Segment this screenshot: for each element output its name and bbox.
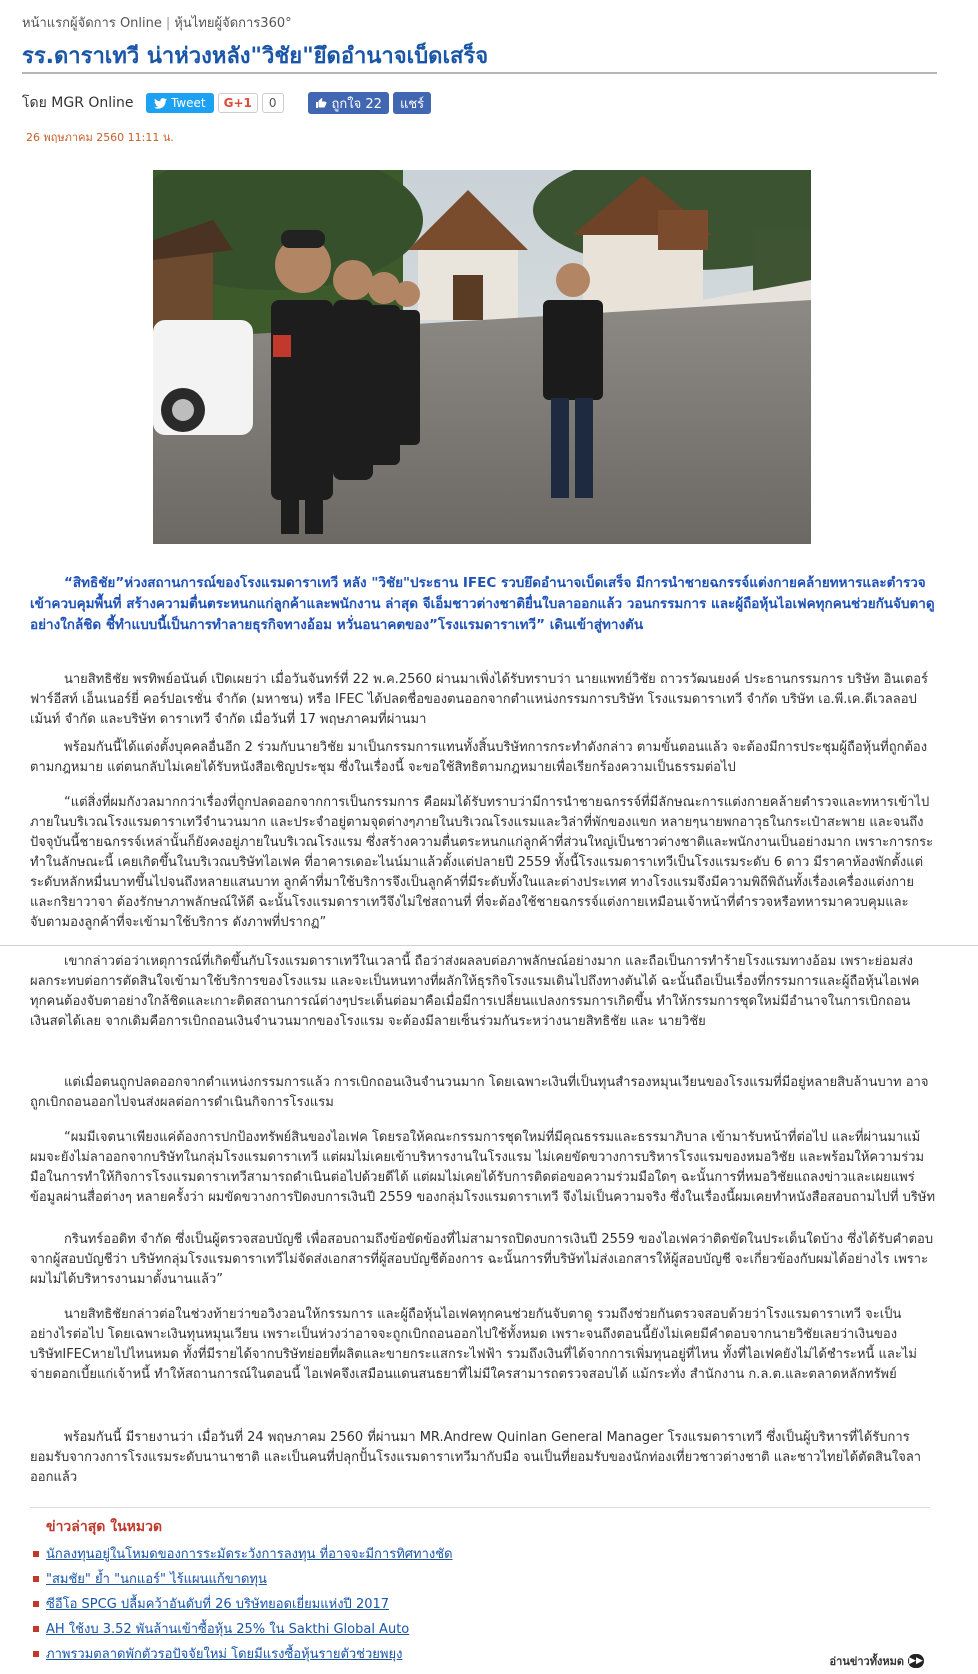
facebook-share-button[interactable]: แชร์ [393, 92, 431, 114]
tweet-label: Tweet [171, 96, 206, 110]
tweet-button[interactable] [146, 93, 214, 113]
article-title: รร.ดาราเทวี น่าห่วงหลัง"วิชัย"ยึดอำนาจเบ็ดเสร็จ [22, 44, 489, 69]
breadcrumb-separator: | [165, 16, 171, 31]
latest-news-link[interactable]: นักลงทุนอยู่ในโหมดของการระมัดระวังการลงทุน ที่อาจจะมีการทิศทางชัด [46, 1547, 453, 1562]
photo-illustration [153, 170, 811, 544]
article-paragraph: “ผมมีเจตนาเพียงแค่ต้องการปกป้องทรัพย์สินของไอเฟค โดยรอให้คณะกรรมการชุดใหม่ที่มีคุณธรรมและธรรมาภิบาล เข้ามารับหน้าที่ต่อไป และที่ผ่านมาแม้ผมจะยังไม่ลาออกจากบริษัทในกลุ่มโรงแรมดาราเทวี แต่ผมไม่เคยเข้าบริหารงานในโรงแรม ไม่เคยขัดขวางการบริหารโรงแรมของหมอวิชัย และพร้อมให้ความร่วมมือในการทำให้กิจการโรงแรมดาราเทวีสามารถดำเนินต่อไปด้วยดีได้ แต่ผมไม่เคยได้รับการติดต่อขอความร่วมมือใดๆ ฉะนั้นการที่หมอวิชัยแถลงข่าวและเผยแพร่ข้อมูลผ่านสื่อต่างๆ หลายครั้งว่า ผมขัดขวางการปิดงบการเงินปี 2559 ของกลุ่มโรงแรมดาราเทวี จึงไม่เป็นความจริง ซึ่งในเรื่องนี้ผมเคยทำหนังสือสอบถามไปที่ บริษัท [30, 1130, 936, 1205]
latest-news-link[interactable]: "สมชัย" ย้ำ "นกแอร์" ไร้แผนแก้ขาดทุน [46, 1572, 267, 1587]
article-paragraph: “แต่สิ่งที่ผมกังวลมากกว่าเรื่องที่ถูกปลดออกจากการเป็นกรรมการ คือผมได้รับทราบว่ามีการนำชายฉกรรจ์ที่มีลักษณะการแต่งกายคล้ายตำรวจและทหารเข้าไปภายในบริเวณโรงแรมดาราเทวีจำนวนมาก และประจำอยู่ตามจุดต่างๆภายในบริเวณโรงแรมและวิล่าที่พักของแขก หลายๆนายพกอาวุธในกระเป๋าสะพาย และจนถึงปัจจุบันนี้ชายฉกรรจ์เหล่านั้นก็ยังคงอยู่ภายในบริเวณโรงแรม ซึ่งสร้างความตื่นตระหนกแก่ลูกค้าที่ส่วนใหญ่เป็นชาวต่างชาติและพนักงานเป็นอย่างมาก เพราะการกระทำในลักษณะนี้ เคยเกิดขึ้นในบริเวณบริษัทไอเฟค ที่อาคารเดอะไนน์มาแล้วตั้งแต่ปลายปี 2559 ทั้งนี้โรงแรมดาราเทวีเป็นโรงแรมระดับ 6 ดาว มีราคาห้องพักตั้งแต่ระดับหลักหมื่นบาทขึ้นไปจนถึงหลายแสนบาท ลูกค้าที่มาใช้บริการจึงเป็นลูกค้าที่มีระดับทั้งในและต่างประเทศ ทางโรงแรมจึงมีความพิถีพิถันทั้งเรื่องเครื่องแต่งกาย และกริยาวาจา ต้องรักษาภาพลักษณ์ให้ดี ฉะนั้นโรงแรมดาราเทวีจึงไม่ใช่สถานที่ ที่จะต้องใช้ชายฉกรรจ์แต่งกายเหมือนเจ้าหน้าที่ตำรวจหรือทหารมาควบคุมและจับตามองลูกค้าที่จะเข้ามาใช้บริการ ดังภาพที่ปรากฏ” [30, 795, 934, 930]
latest-news-heading: ข่าวล่าสุด ในหมวด [46, 1519, 163, 1535]
bullet-icon [33, 1651, 39, 1657]
list-item [30, 1592, 453, 1617]
list-item [30, 1542, 453, 1567]
article-paragraph: พร้อมกันนี้ได้แต่งตั้งบุคคลอื่นอีก 2 ร่วมกับนายวิชัย มาเป็นกรรมการแทนทั้งสิ้นบริษัทการกระทำดังกล่าว ตามขั้นตอนแล้ว จะต้องมีการประชุมผู้ถือหุ้นที่ถูกต้องตามกฎหมาย แต่ตนกลับไม่เคยได้รับหนังสือเชิญประชุม ซึ่งในเรื่องนี้ จะขอใช้สิทธิตามกฎหมายเพื่อเรียกร้องความเป็นธรรมต่อไป [30, 740, 928, 775]
bullet-icon [33, 1626, 39, 1632]
bullet-icon [33, 1551, 39, 1557]
bullet-icon [33, 1576, 39, 1582]
google-plus-button[interactable]: G+1 [218, 93, 258, 113]
article-paragraph: นายสิทธิชัย พรทิพย์อนันต์ เปิดเผยว่า เมื่อวันจันทร์ที่ 22 พ.ค.2560 ผ่านมาเพิ่งได้รับทราบว่า นายแพทย์วิชัย ถาวรวัฒนยงค์ ประธานกรรมการ บริษัท อินเตอร์ ฟาร์อีสท์ เอ็นเนอร์ยี่ คอร์ปอเรชั่น จำกัด (มหาชน) หรือ IFEC ได้ปลดชื่อของตนออกจากตำแหน่งกรรมการบริษัท โรงแรมดาราเทวี จำกัด บริษัท เอ.พี.เค.ดีเวลลอปเม้นท์ จำกัด และบริษัท ดาราเทวี จำกัด เมื่อวันที่ 17 พฤษภาคมที่ผ่านมา [30, 672, 928, 727]
all-news-link[interactable] [830, 1652, 924, 1670]
article-paragraph: เขากล่าวต่อว่าเหตุการณ์ที่เกิดขึ้นกับโรงแรมดาราเทวีในเวลานี้ ถือว่าส่งผลลบต่อภาพลักษณ์อย่างมาก และถือเป็นการทำร้ายโรงแรมทางอ้อม เพราะย่อมส่งผลกระทบต่อการตัดสินใจเข้ามาใช้บริการของโรงแรม และจะเป็นหนทางที่ผลักให้ธุรกิจโรงแรมเดินไปถึงทางตันได้ ฉะนั้นถือเป็นเรื่องที่กรรมการและผู้ถือหุ้นไอเฟคทุกคนต้องจับตาอย่างใกล้ชิดและเกาะติดสถานการณ์ต่างๆประเด็นต่อมาคือเมื่อมีการเปลี่ยนแปลงกรรมการเกิดขึ้น ทำให้กรรมการชุดใหม่มีอำนาจในการเบิกถอนเงินสดได้เลย จากเดิมคือการเบิกถอนเงินจำนวนมากของโรงแรม จะต้องมีลายเซ็นร่วมกันระหว่างนายสิทธิชัย และ นายวิชัย [30, 954, 920, 1029]
list-item [30, 1617, 453, 1642]
latest-news-link[interactable]: AH ใช้งบ 3.52 พันล้านเข้าซื้อหุ้น 25% ใน Sakthi Global Auto [46, 1622, 410, 1637]
page-join-divider [0, 945, 978, 946]
breadcrumb-section-link[interactable]: หุ้นไทยผู้จัดการ360° [174, 16, 292, 31]
publish-date: 26 พฤษภาคม 2560 11:11 น. [26, 131, 174, 144]
thumbs-up-icon [315, 97, 327, 109]
article-paragraph: พร้อมกันนี้ มีรายงานว่า เมื่อวันที่ 24 พฤษภาคม 2560 ที่ผ่านมา MR.Andrew Quinlan General Manager โรงแรมดาราเทวี ซึ่งเป็นผู้บริหารที่ได้รับการยอมรับจากวงการโรงแรมระดับนานาชาติ และเป็นคนที่ปลุกปั้นโรงแรมดาราเทวีมากับมือ จนเป็นที่ยอมรับของนักท่องเที่ยวชาวต่างชาติ และชาวไทยได้ตัดสินใจลาออกแล้ว [30, 1430, 922, 1485]
bullet-icon [33, 1601, 39, 1607]
latest-news-link[interactable]: ภาพรวมตลาดพักตัวรอปัจจัยใหม่ โดยมีแรงซื้อหุ้นรายตัวช่วยพยุง [46, 1647, 403, 1662]
latest-news-list [30, 1542, 453, 1667]
breadcrumb-home-link[interactable]: หน้าแรกผู้จัดการ Online [22, 16, 162, 31]
article-paragraph: แต่เมื่อตนถูกปลดออกจากตำแหน่งกรรมการแล้ว การเบิกถอนเงินจำนวนมาก โดยเฉพาะเงินที่เป็นทุนสำรองหมุนเวียนของโรงแรมที่มีอยู่หลายสิบล้านบาท อาจถูกเบิกถอนออกไปจนส่งผลต่อการดำเนินกิจการโรงแรม [30, 1075, 929, 1110]
double-chevron-right-icon: ▶▶ [909, 1656, 923, 1666]
article-paragraph: นายสิทธิชัยกล่าวต่อในช่วงท้ายว่าขอวิงวอนให้กรรมการ และผู้ถือหุ้นไอเฟคทุกคนช่วยกันจับตาดู รวมถึงช่วยกันตรวจสอบด้วยว่าโรงแรมดาราเทวี จะเป็นอย่างไรต่อไป โดยเฉพาะเงินทุนหมุนเวียน เพราะเป็นห่วงว่าอาจจะถูกเบิกถอนออกไปใช้ทั้งหมด เพราะจนถึงตอนนี้ยังไม่เคยมีคำตอบจากนายวิชัยเลยว่าเงินของบริษัทIFECหายไปไหนหมด ทั้งที่มีรายได้จากบริษัทย่อยที่ผลิตและขายกระแสกระไฟฟ้า รวมถึงเงินที่ได้จากการเพิ่มทุนอยู่ที่ไหน ทั้งที่ไอเฟคยังไม่ได้ชำระหนี้ และไม่จ่ายดอกเบี้ยแก่เจ้าหนี้ ทำให้สถานการณ์ในตอนนี้ ไอเฟคจึงเสมือนแดนสนธยาที่ไม่มีใครสามารถตรวจสอบได้ แม้กระทั่ง สำนักงาน ก.ล.ต.และตลาดหลักทรัพย์ [30, 1307, 917, 1382]
article-paragraph: กรินทร์ออดิท จำกัด ซึ่งเป็นผู้ตรวจสอบบัญชี เพื่อสอบถามถึงข้อขัดข้องที่ไม่สามารถปิดงบการเงินปี 2559 ของไอเฟคว่าติดขัดในประเด็นใดบ้าง ซึ่งได้รับคำตอบจากผู้สอบบัญชีว่า บริษัทกลุ่มโรงแรมดาราเทวีไม่จัดส่งเอกสารที่ผู้สอบบัญชีต้องการ ฉะนั้นการที่บริษัทไม่ส่งเอกสารให้ผู้สอบบัญชี จะเกี่ยวข้องกับผมได้อย่างไร เพราะผมไม่ได้บริหารงานมาตั้งนานแล้ว” [30, 1232, 934, 1287]
twitter-bird-icon [154, 98, 167, 109]
article-lead: “สิทธิชัย”ห่วงสถานการณ์ของโรงแรมดาราเทวี หลัง "วิชัย"ประธาน IFEC รวบยึดอำนาจเบ็ดเสร็จ มีการนำชายฉกรรจ์แต่งกายคล้ายทหารและตำรวจเข้าควบคุมพื้นที่ สร้างความตื่นตระหนกแก่ลูกค้าและพนักงาน ล่าสุด จีเอ็มชาวต่างชาติยื่นใบลาออกแล้ว วอนกรรมการ และผู้ถือหุ้นไอเฟคทุกคนช่วยกันจับตาดูอย่างใกล้ชิด ชี้ทำแบบนี้เป็นการทำลายธุรกิจทางอ้อม หวั่นอนาคตของ”โรงแรมดาราเทวี” เดินเข้าสู่ทางตัน [30, 575, 935, 633]
facebook-like-button[interactable] [308, 92, 389, 114]
byline: โดย MGR Online [22, 95, 134, 111]
social-bar [146, 92, 431, 114]
title-divider [22, 72, 937, 74]
article-photo [153, 170, 811, 544]
list-item [30, 1642, 453, 1667]
like-label: ถูกใจ 22 [331, 96, 382, 112]
breadcrumb [22, 12, 292, 33]
all-news-label: อ่านข่าวทั้งหมด [829, 1655, 904, 1668]
latest-news-box [30, 1507, 930, 1668]
google-plus-count: 0 [262, 93, 284, 113]
latest-news-link[interactable]: ซีอีโอ SPCG ปลื้มคว้าอันดับที่ 26 บริษัทยอดเยี่ยมแห่งปี 2017 [46, 1597, 390, 1612]
list-item [30, 1567, 453, 1592]
